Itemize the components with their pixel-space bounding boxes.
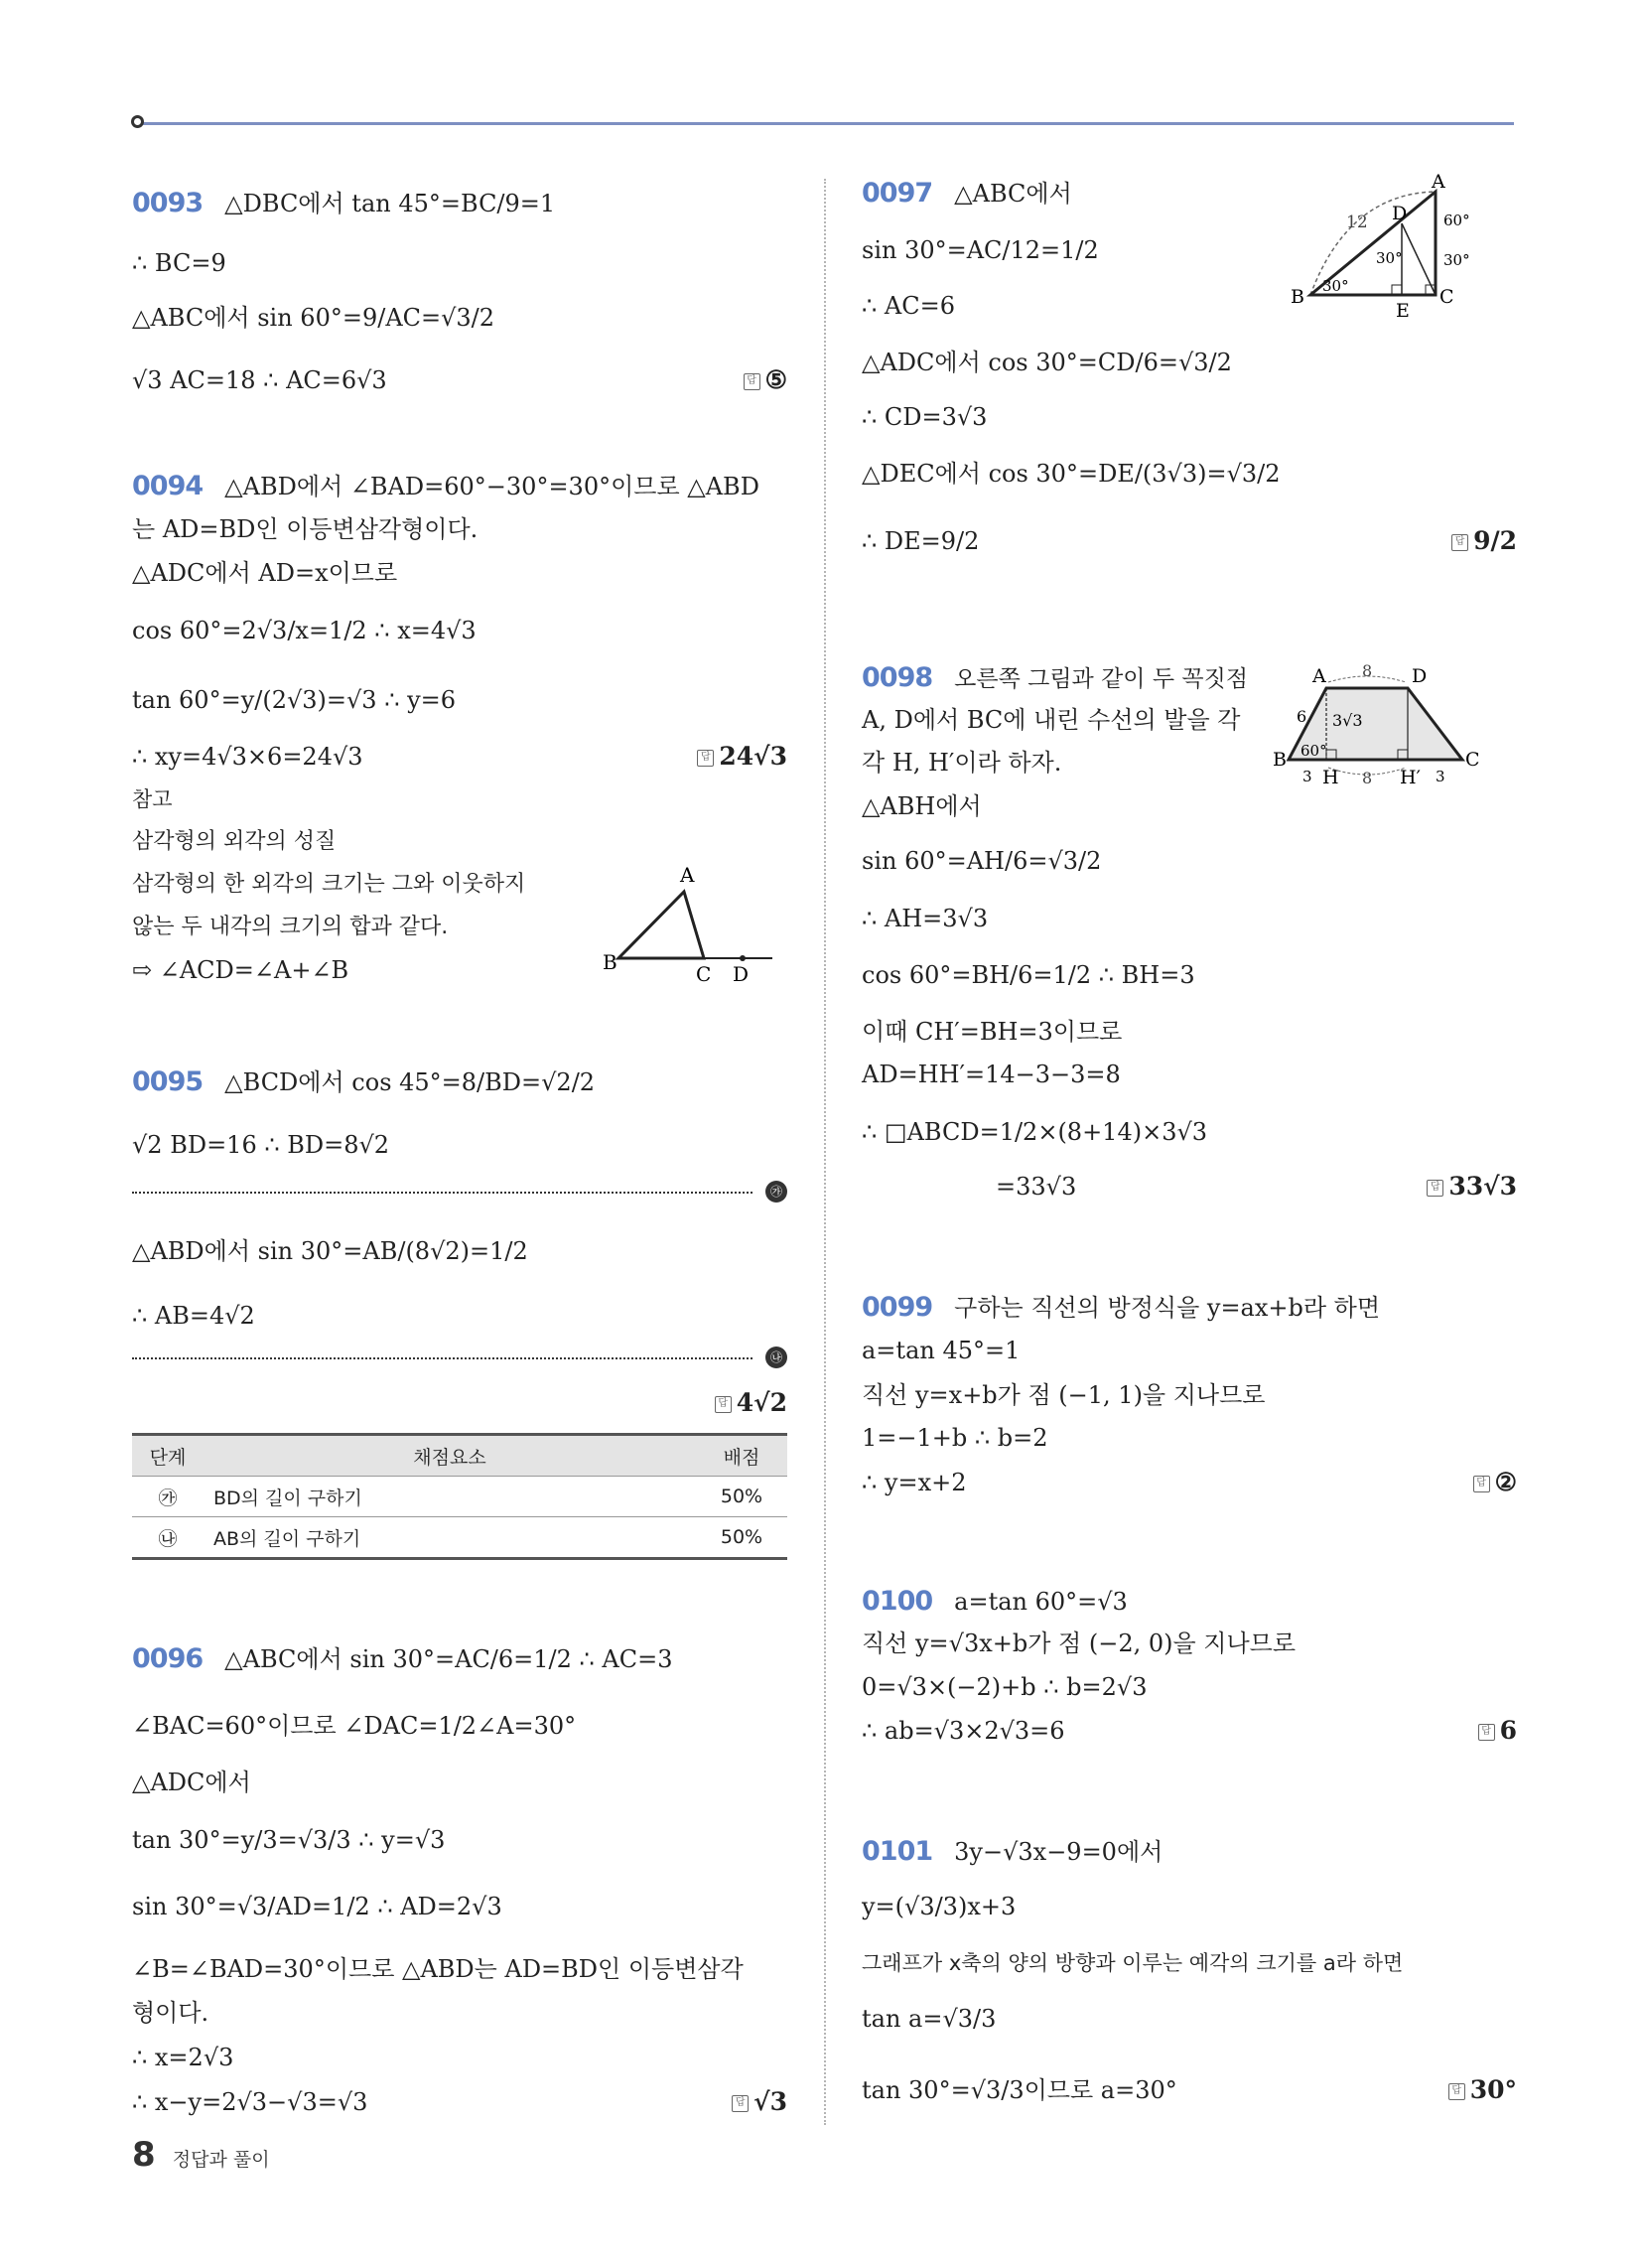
solution-line: 그래프가 x축의 양의 방향과 이루는 예각의 크기를 a라 하면: [862, 1951, 1404, 1975]
solution-line: △ADC에서: [132, 1769, 251, 1796]
table-cell: ㉯: [132, 1517, 204, 1559]
solution-line: tan 60°=y/(2√3)=√3 ∴ y=6: [132, 686, 457, 714]
solution-line: 직선 y=√3x+b가 점 (−2, 0)을 지나므로: [862, 1630, 1297, 1657]
answer-value: 9/2: [1473, 526, 1517, 555]
angle-label: 30°: [1376, 249, 1403, 267]
solution-line: a=tan 45°=1: [862, 1337, 1021, 1364]
solution-line: △ABC에서 sin 60°=9/AC=√3/2: [132, 304, 495, 332]
label-height: 3√3: [1332, 711, 1363, 730]
problem-number: 0093: [132, 188, 204, 218]
solution-line: △ABD에서 ∠BAD=60°−30°=30°이므로 △ABD: [224, 473, 759, 500]
step-marker: ㉯: [765, 1347, 787, 1368]
solution-line: ∴ x−y=2√3−√3=√3: [132, 2088, 368, 2116]
note-heading: 삼각형의 외각의 성질: [132, 829, 337, 854]
problem-number: 0099: [862, 1292, 933, 1323]
solution-line: ∴ AB=4√2: [132, 1302, 255, 1330]
point-d: [740, 955, 746, 961]
solution-line: ∴ ab=√3×2√3=6: [862, 1717, 1065, 1745]
solution-line: sin 60°=AH/6=√3/2: [862, 847, 1102, 875]
solution-line: △ADC에서 cos 30°=CD/6=√3/2: [862, 349, 1232, 376]
dotted-divider: [132, 1192, 753, 1194]
solution-line: y=(√3/3)x+3: [862, 1893, 1017, 1920]
solution-line: △ADC에서 AD=x이므로: [132, 559, 398, 587]
label-top-length: 8: [1362, 661, 1373, 680]
label-b: B: [1291, 286, 1304, 308]
solution-line: ∠BAC=60°이므로 ∠DAC=1/2∠A=30°: [132, 1712, 577, 1740]
problem-number: 0100: [862, 1586, 933, 1617]
solution-line: △DBC에서 tan 45°=BC/9=1: [224, 190, 556, 217]
solution-line: ∴ AH=3√3: [862, 905, 989, 932]
note-title: 참고: [132, 787, 173, 811]
solution-line: 각 H, H′이라 하자.: [862, 749, 1062, 777]
note-line: 않는 두 내각의 크기의 합과 같다.: [132, 915, 449, 939]
solution-line: ∠B=∠BAD=30°이므로 △ABD는 AD=BD인 이등변삼각: [132, 1955, 744, 1983]
table-cell: 50%: [696, 1517, 787, 1559]
right-triangle-figure: [1289, 171, 1517, 323]
solution-line: 구하는 직선의 방정식을 y=ax+b라 하면: [954, 1294, 1381, 1322]
problem-number: 0096: [132, 1643, 204, 1674]
solution-line: 1=−1+b ∴ b=2: [862, 1424, 1048, 1452]
header-rule: [139, 122, 1514, 125]
label-d: D: [733, 962, 750, 986]
exterior-angle-figure: [603, 863, 787, 993]
problem-number: 0098: [862, 662, 933, 693]
table-cell: BD의 길이 구하기: [204, 1477, 696, 1517]
solution-line: 0=√3×(−2)+b ∴ b=2√3: [862, 1673, 1148, 1701]
problem-number: 0094: [132, 471, 204, 501]
label-b: B: [603, 950, 617, 974]
label-bottom-length: 8: [1362, 769, 1373, 787]
note-line: 삼각형의 한 외각의 크기는 그와 이웃하지: [132, 872, 526, 897]
angle-label: 60°: [1300, 742, 1327, 760]
column-divider: [824, 179, 826, 2125]
answer-icon: 답: [1448, 2083, 1465, 2100]
problem-number: 0095: [132, 1066, 204, 1097]
table-row: [132, 1477, 787, 1517]
solution-line: △BCD에서 cos 45°=8/BD=√2/2: [224, 1068, 596, 1096]
answer-icon: 답: [1473, 1476, 1490, 1492]
solution-line: tan 30°=√3/3이므로 a=30°: [862, 2076, 1177, 2104]
step-marker: ㉮: [765, 1181, 787, 1203]
solution-line: tan 30°=y/3=√3/3 ∴ y=√3: [132, 1826, 446, 1854]
solution-line: 오른쪽 그림과 같이 두 꼭짓점: [954, 666, 1249, 692]
header-bullet: [131, 115, 144, 128]
note-line: ⇨ ∠ACD=∠A+∠B: [132, 956, 349, 984]
answer: [715, 1388, 787, 1417]
solution-line: AD=HH′=14−3−3=8: [862, 1061, 1121, 1088]
answer: [1478, 1716, 1517, 1745]
answer-value: 6: [1499, 1716, 1517, 1745]
answer: [1427, 1172, 1517, 1201]
solution-line: 이때 CH′=BH=3이므로: [862, 1018, 1123, 1046]
solution-line: △DEC에서 cos 30°=DE/(3√3)=√3/2: [862, 460, 1281, 488]
answer-value: 33√3: [1448, 1172, 1517, 1201]
solution-line: ∴ BC=9: [132, 249, 226, 277]
label-side-ab: 6: [1297, 707, 1307, 726]
solution-line: cos 60°=2√3/x=1/2 ∴ x=4√3: [132, 617, 477, 644]
answer: [1448, 2075, 1517, 2104]
label-h-prime: H′: [1400, 767, 1421, 788]
solution-line: ∴ y=x+2: [862, 1469, 967, 1496]
solution-line: ∴ CD=3√3: [862, 403, 988, 431]
page-footer: [132, 2135, 270, 2175]
solution-line: 형이다.: [132, 1999, 209, 2027]
label-d: D: [1392, 203, 1408, 224]
label-bh: 3: [1302, 768, 1312, 785]
triangle-abc: [618, 892, 704, 958]
problem-number: 0101: [862, 1836, 933, 1867]
solution-line: √2 BD=16 ∴ BD=8√2: [132, 1131, 390, 1159]
footer-label: 정답과 풀이: [172, 2149, 270, 2171]
solution-line: 는 AD=BD인 이등변삼각형이다.: [132, 515, 479, 543]
label-a: A: [1312, 665, 1326, 687]
label-b: B: [1273, 749, 1287, 771]
solution-line: △ABD에서 sin 30°=AB/(8√2)=1/2: [132, 1237, 528, 1265]
table-cell: AB의 길이 구하기: [204, 1517, 696, 1559]
table-header: 배점: [696, 1435, 787, 1477]
angle-label: 30°: [1443, 251, 1470, 269]
answer-value: ②: [1494, 1468, 1517, 1496]
answer-icon: 답: [744, 373, 760, 390]
problem-number: 0097: [862, 178, 933, 209]
label-a: A: [1432, 171, 1445, 193]
solution-line: cos 60°=BH/6=1/2 ∴ BH=3: [862, 961, 1195, 989]
label-side: 12: [1346, 213, 1368, 232]
answer-icon: 답: [715, 1396, 732, 1413]
answer: [697, 742, 787, 771]
answer-value: 30°: [1469, 2075, 1517, 2104]
segment-cd: [1402, 223, 1436, 295]
page-number: 8: [132, 2135, 156, 2175]
solution-line: √3 AC=18 ∴ AC=6√3: [132, 366, 387, 394]
solution-line: sin 30°=AC/12=1/2: [862, 236, 1099, 264]
solution-line: ∴ x=2√3: [132, 2044, 234, 2071]
scoring-table: [132, 1433, 787, 1560]
solution-line: ∴ DE=9/2: [862, 527, 980, 555]
solution-line: tan a=√3/3: [862, 2005, 997, 2033]
answer-icon: 답: [732, 2095, 749, 2112]
answer-icon: 답: [1427, 1180, 1443, 1197]
label-e: E: [1396, 300, 1410, 322]
answer: [1451, 526, 1517, 555]
table-cell: 50%: [696, 1477, 787, 1517]
label-d: D: [1412, 665, 1428, 687]
table-row: [132, 1517, 787, 1559]
label-a: A: [680, 863, 695, 887]
answer: [1473, 1468, 1517, 1496]
table-header: 채점요소: [204, 1435, 696, 1477]
solution-line: △ABC에서 sin 30°=AC/6=1/2 ∴ AC=3: [224, 1645, 673, 1673]
answer-icon: 답: [1451, 534, 1468, 551]
label-c: C: [1439, 286, 1454, 308]
solution-line: a=tan 60°=√3: [954, 1588, 1128, 1616]
solution-line: =33√3: [996, 1173, 1077, 1201]
table-cell: ㉮: [132, 1477, 204, 1517]
label-h: H: [1322, 767, 1339, 788]
solution-line: ∴ AC=6: [862, 292, 955, 320]
solution-line: 3y−√3x−9=0에서: [954, 1838, 1163, 1866]
dotted-divider: [132, 1357, 753, 1359]
answer-value: √3: [753, 2087, 787, 2116]
answer: [732, 2087, 787, 2116]
solution-line: A, D에서 BC에 내린 수선의 발을 각: [862, 706, 1241, 734]
answer-value: 4√2: [736, 1388, 787, 1417]
label-h2c: 3: [1436, 768, 1445, 785]
label-c: C: [696, 962, 712, 986]
angle-label: 30°: [1322, 277, 1349, 295]
solution-line: ∴ □ABCD=1/2×(8+14)×3√3: [862, 1118, 1208, 1146]
answer-value: 24√3: [719, 742, 787, 771]
answer-icon: 답: [1478, 1724, 1495, 1741]
trapezoid-figure: [1273, 660, 1517, 789]
answer: [744, 365, 787, 394]
solution-line: ∴ xy=4√3×6=24√3: [132, 743, 363, 771]
solution-line: 직선 y=x+b가 점 (−1, 1)을 지나므로: [862, 1381, 1266, 1409]
table-header: 단계: [132, 1435, 204, 1477]
label-c: C: [1465, 749, 1480, 771]
solution-line: △ABC에서: [954, 180, 1072, 208]
answer-icon: 답: [697, 750, 714, 767]
answer-value: ⑤: [764, 365, 787, 394]
solution-line: △ABH에서: [862, 792, 982, 820]
solution-line: sin 30°=√3/AD=1/2 ∴ AD=2√3: [132, 1893, 502, 1920]
angle-label: 60°: [1443, 212, 1470, 229]
